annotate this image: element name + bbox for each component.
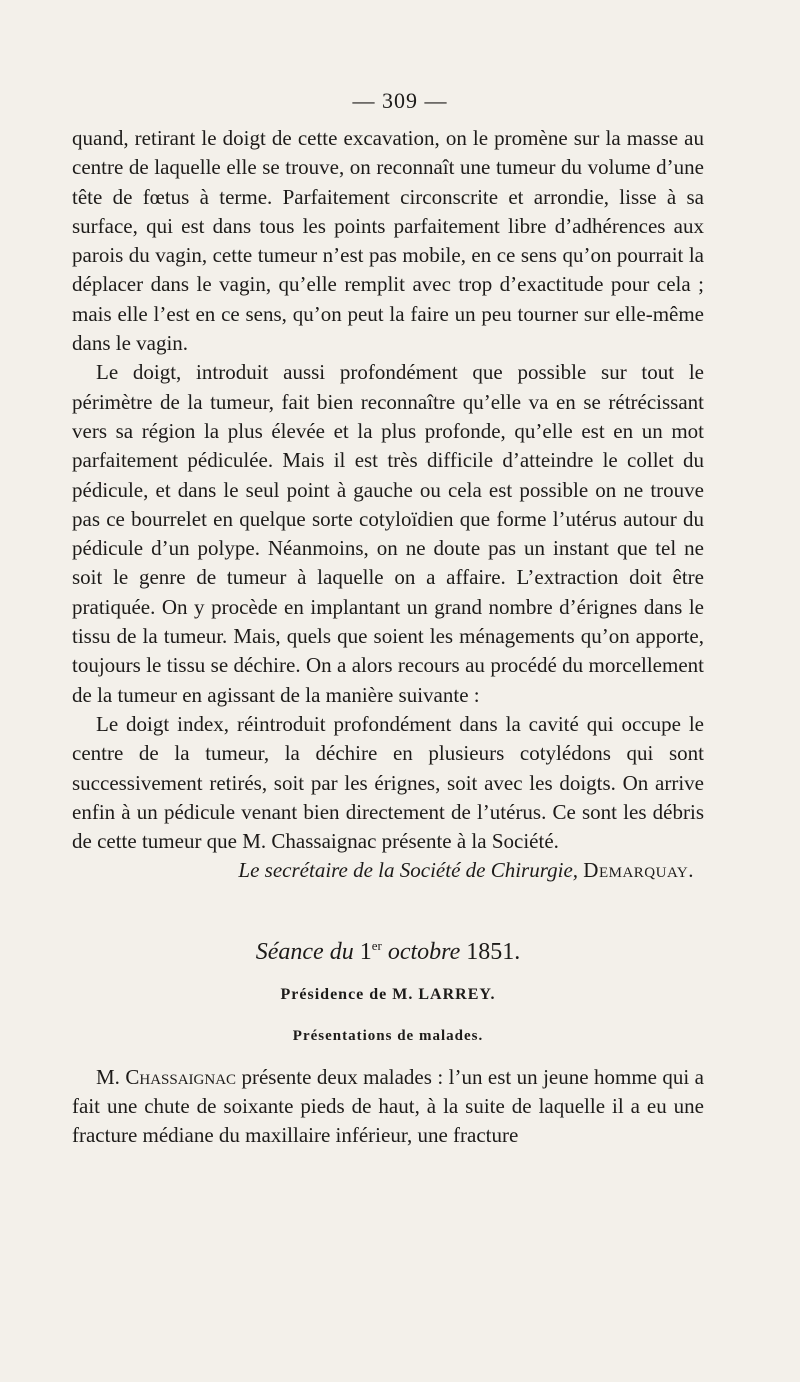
paragraph-4-text: présente deux malades : l’un est un jeune homme qui a fait une chute de soixante pieds de haut, à la suite de laquelle il a eu une fracture médiane du maxillaire inférieur, une fracture (72, 1064, 704, 1148)
session-month: octobre (381, 938, 467, 965)
session-day: 1 (359, 938, 372, 965)
signature-title: Le secrétaire de la Société de Chirurgie, (238, 858, 579, 883)
page-number: — 309 — (352, 88, 448, 113)
paragraph-4 (72, 1063, 704, 1151)
session-heading (72, 938, 704, 966)
session-day-ordinal: er (371, 937, 382, 953)
session-prefix: Séance du (255, 938, 360, 965)
presidency-line: Présidence de M. LARREY. (280, 985, 496, 1003)
section-heading: Présentations de malades. (292, 1027, 484, 1044)
paragraph-4-lead: M. Chassaignac (96, 1064, 237, 1089)
paragraph-2: Le doigt, introduit aussi profondément que possible sur tout le périmètre de la tumeur, fait bien reconnaître qu’elle va en se rétrécissant vers sa région la plus élevée et la plus profonde, qu’elle est en un mot parfaitement pédiculée. Mais il est très difficile d’atteindre le collet du pédicule, et dans le seul point à gauche ou cela est possible on ne trouve pas ce bourrelet en quelque sorte cotyloïdien que forme l’utérus autour du pédicule d’un polype. Néanmoins, on ne doute pas un instant que tel ne soit le genre de tumeur à laquelle on a affaire. L’extraction doit être pratiquée. On y procède en implantant un grand nombre d’érignes dans le tissu de la tumeur. Mais, quels que soient les ménagements qu’on apporte, toujours le tissu se déchire. On a alors recours au procédé du morcellement de la tumeur en agissant de la manière suivante : (72, 360, 704, 707)
session-year: 1851. (466, 938, 521, 965)
secretary-signature (72, 856, 704, 885)
paragraph-3: Le doigt index, réintroduit profondément dans la cavité qui occupe le centre de la tumeur, la déchire en plusieurs cotylédons qui sont successivement retirés, soit par les érignes, soit avec les doigts. On arrive enfin à un pédicule venant bien directement de l’utérus. Ce sont les débris de cette tumeur que M. Chassaignac présente à la Société. (72, 711, 704, 854)
signature-name: Demarquay. (583, 858, 694, 883)
paragraph-1: quand, retirant le doigt de cette excavation, on le promène sur la masse au centre de laquelle elle se trouve, on reconnaît une tumeur du volume d’une tête de fœtus à terme. Parfaitement circonscrite et arrondie, lisse à sa surface, qui est dans tous les points parfaitement libre d’adhérences aux parois du vagin, cette tumeur n’est pas mobile, en ce sens qu’on pourrait la déplacer dans le vagin, qu’elle remplit avec trop d’exactitude pour cela ; mais elle l’est en ce sens, qu’on peut la faire un peu tourner sur elle-même dans le vagin. (72, 126, 704, 356)
